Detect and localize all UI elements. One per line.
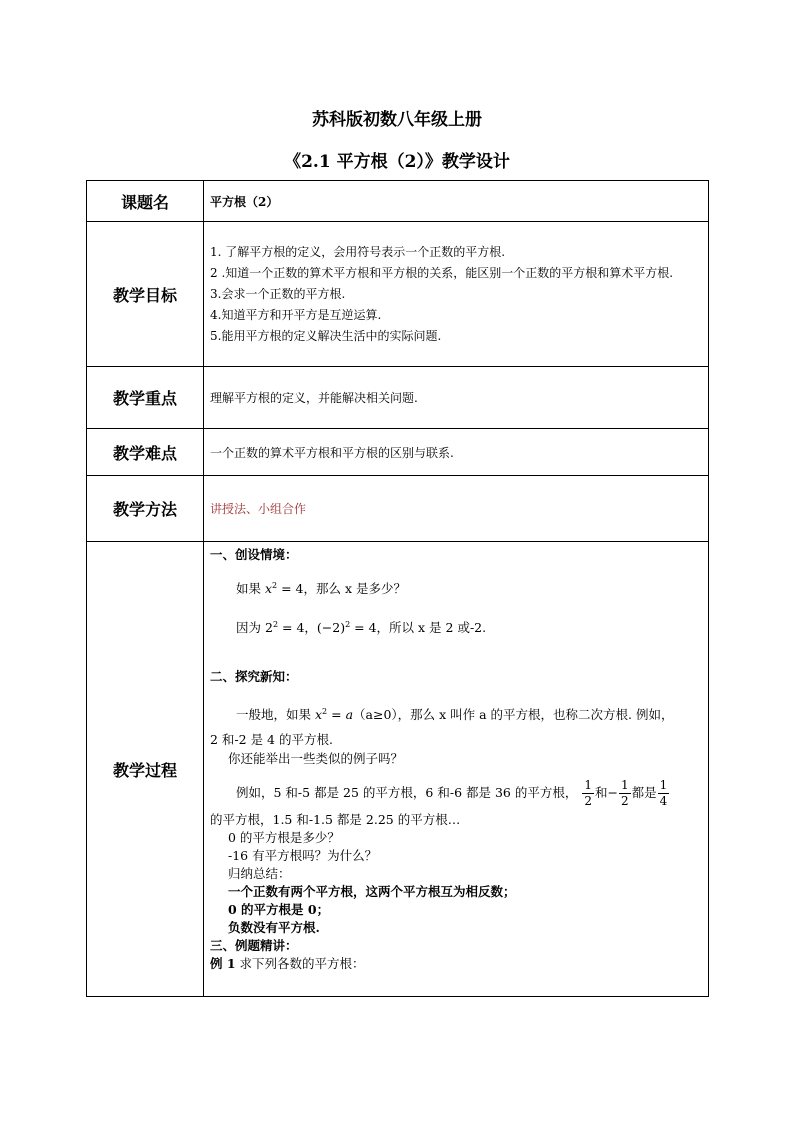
lesson-plan-table	[86, 180, 709, 997]
topic-value: 平方根（2）	[204, 181, 709, 222]
example-text-continued: 的平方根，1.5 和-1.5 都是 2.25 的平方根…	[210, 812, 461, 828]
conclusion-item: 一个正数有两个平方根，这两个平方根互为相反数；	[228, 884, 516, 900]
objective-item: 1. 了解平方根的定义，会用符号表示一个正数的平方根.	[210, 244, 506, 259]
definition-text: 一般地，如果 $x^2 = a(a\ge 0)$，那么 x 叫作 a 的平方根，也称二次方根. 例如，	[236, 707, 674, 723]
section-heading: 一、创设情境：	[210, 547, 298, 562]
objective-item: 5.能用平方根的定义解决生活中的实际问题.	[210, 328, 442, 343]
table-row-topic	[87, 181, 709, 222]
table-row-method	[87, 476, 709, 542]
section-heading: 二、探究新知：	[210, 669, 298, 685]
conclusion-item: 0 的平方根是 0；	[228, 902, 330, 918]
objectives-list	[204, 222, 709, 367]
key-point-value: 理解平方根的定义，并能解决相关问题.	[204, 367, 709, 429]
topic-label: 课题名	[87, 181, 204, 222]
table-row-objectives	[87, 222, 709, 367]
fraction-one-quarter: $\frac{1}{4}$	[659, 778, 668, 809]
process-label: 教学过程	[87, 542, 204, 997]
difficulty-label: 教学难点	[87, 429, 204, 476]
document-title: 苏科版初数八年级上册	[312, 110, 482, 130]
example-prompt: 你还能举出一些类似的例子吗？	[228, 751, 404, 767]
objective-item: 4.知道平方和开平方是互逆运算.	[210, 307, 382, 322]
table-row-key-point	[87, 367, 709, 429]
difficulty-value: 一个正数的算术平方根和平方根的区别与联系.	[204, 429, 709, 476]
question-negative: -16 有平方根吗？为什么？	[228, 848, 378, 864]
objectives-label: 教学目标	[87, 222, 204, 367]
method-label: 教学方法	[87, 476, 204, 542]
table-row-process	[87, 542, 709, 997]
process-content	[204, 542, 709, 997]
section-heading: 三、例题精讲：	[210, 938, 298, 954]
scenario-answer: 因为 $2^2 = 4$，$(-2)^2 = 4$，所以 x 是 2 或-2.	[236, 620, 487, 636]
definition-text-continued: 2 和-2 是 4 的平方根.	[210, 732, 333, 748]
table-row-difficulty	[87, 429, 709, 476]
scenario-question: 如果 $x^2 = 4$，那么 x 是多少？	[236, 581, 407, 597]
fraction-one-half: $\frac{1}{2}$	[584, 778, 592, 809]
document-subtitle: 《2.1 平方根（2）》教学设计	[284, 152, 510, 172]
objective-item: 3.会求一个正数的平方根.	[210, 286, 346, 301]
example-text: 例如，5 和-5 都是 25 的平方根，6 和-6 都是 36 的平方根， $\frac{1}{2}$ 和− $\frac{1}{2}$ 都是 $\frac{1}{4}$	[236, 778, 668, 809]
conclusion-item: 负数没有平方根.	[228, 920, 320, 936]
method-value: 讲授法、小组合作	[204, 476, 709, 542]
example-1: 例 1 求下列各数的平方根：	[210, 956, 365, 972]
summary-label: 归纳总结：	[228, 866, 291, 882]
objective-item: 2 .知道一个正数的算术平方根和平方根的关系，能区别一个正数的平方根和算术平方根.	[210, 265, 674, 280]
fraction-one-half: $\frac{1}{2}$	[620, 778, 629, 809]
key-point-label: 教学重点	[87, 367, 204, 429]
question-zero: 0 的平方根是多少？	[228, 830, 340, 846]
